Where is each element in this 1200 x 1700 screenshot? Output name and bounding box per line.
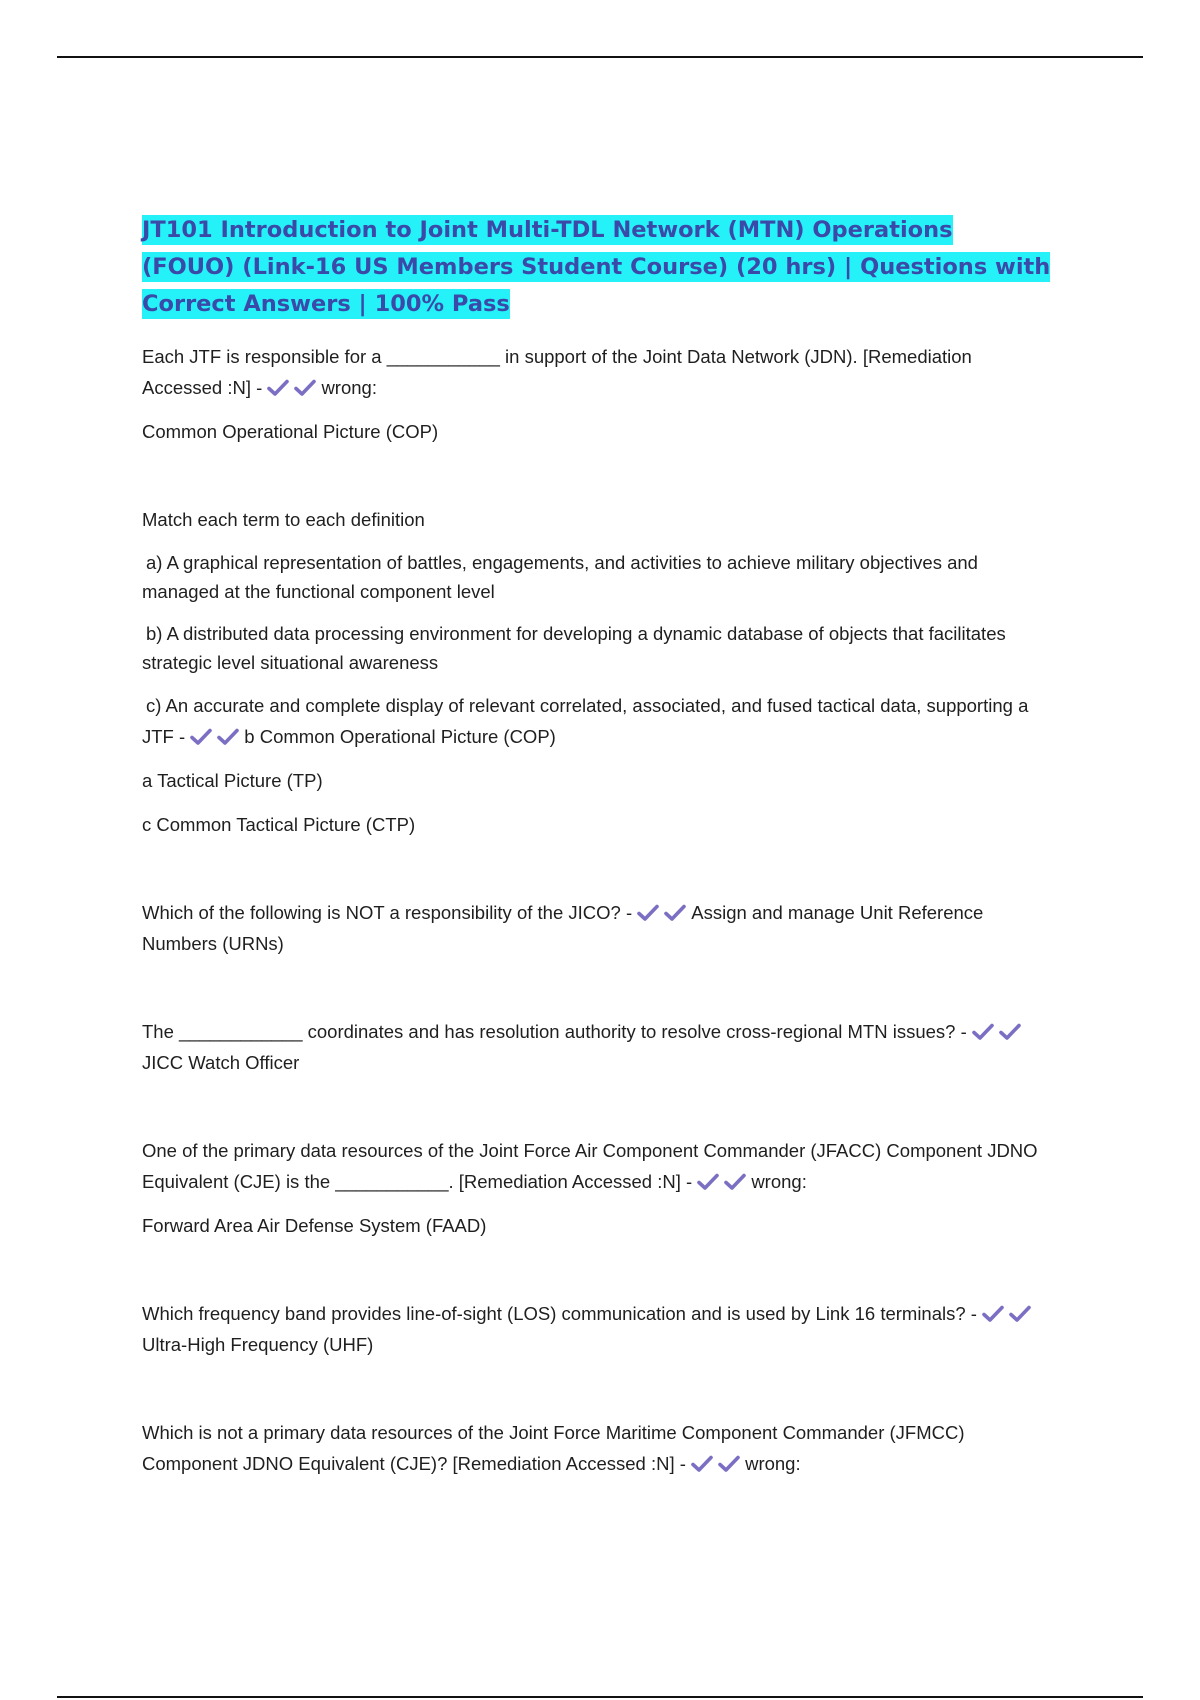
check-icon (267, 379, 291, 397)
check-icon (697, 1173, 721, 1191)
check-icon (972, 1023, 996, 1041)
question-4: The ____________ coordinates and has resolution authority to resolve cross-regional MTN issues? - JICC Watch Officer (142, 1016, 1052, 1078)
check-icon (637, 904, 661, 922)
answer-5-extra: Forward Area Air Defense System (FAAD) (142, 1215, 487, 1236)
footer-rule (57, 1696, 1143, 1698)
check-icon (1009, 1305, 1033, 1323)
answer-2: b Common Operational Picture (COP) (244, 726, 556, 747)
answer-6: Ultra-High Frequency (UHF) (142, 1334, 374, 1355)
check-icon (982, 1305, 1006, 1323)
header-rule (57, 56, 1143, 58)
document-body (142, 212, 1052, 1492)
answer-1-extra: Common Operational Picture (COP) (142, 421, 439, 442)
answer-2-extra-2: c Common Tactical Picture (CTP) (142, 814, 416, 835)
question-5: One of the primary data resources of the Joint Force Air Component Commander (JFACC) Component JDNO Equivalent (CJE) is the ___________. [Remediation Accessed :N] - wrong: (142, 1140, 1038, 1192)
check-icon (664, 904, 688, 922)
question-2-def-c: c) An accurate and complete display of relevant correlated, associated, and fused tactical data, supporting a JTF - b Common Operational Picture (COP) (142, 695, 1029, 747)
document-title: JT101 Introduction to Joint Multi-TDL Network (MTN) Operations (FOUO) (Link-16 US Members Student Course) (20 hrs) | Questions with Correct Answers | 100% Pass (142, 217, 1051, 317)
answer-5: wrong: (751, 1171, 807, 1192)
answer-2-extra-1: a Tactical Picture (TP) (142, 770, 323, 791)
question-7: Which is not a primary data resources of the Joint Force Maritime Component Commander (JFMCC) Component JDNO Equivalent (CJE)? [Remediation Accessed :N] - wrong: (142, 1422, 965, 1474)
answer-3: Assign and manage Unit Reference Numbers (URNs) (142, 902, 984, 954)
check-icon (718, 1455, 742, 1473)
answer-7: wrong: (745, 1453, 801, 1474)
question-2-def-b: b) A distributed data processing environment for developing a dynamic database of objects that facilitates strategic level situational awareness (142, 623, 1006, 673)
check-icon (217, 728, 241, 746)
check-icon (999, 1023, 1023, 1041)
question-2-def-a: a) A graphical representation of battles, engagements, and activities to achieve military objectives and managed at the functional component level (142, 552, 978, 602)
question-1: Each JTF is responsible for a ___________ in support of the Joint Data Network (JDN). [Remediation Accessed :N] - wrong: (142, 346, 972, 398)
check-icon (691, 1455, 715, 1473)
answer-1: wrong: (321, 377, 377, 398)
question-3: Which of the following is NOT a responsibility of the JICO? - Assign and manage Unit Reference Numbers (URNs) (142, 902, 984, 954)
check-icon (190, 728, 214, 746)
check-icon (724, 1173, 748, 1191)
check-icon (294, 379, 318, 397)
question-6: Which frequency band provides line-of-sight (LOS) communication and is used by Link 16 terminals? - Ultra-High Frequency (UHF) (142, 1298, 1052, 1360)
question-2-prompt: Match each term to each definition (142, 509, 425, 530)
answer-4: JICC Watch Officer (142, 1052, 300, 1073)
